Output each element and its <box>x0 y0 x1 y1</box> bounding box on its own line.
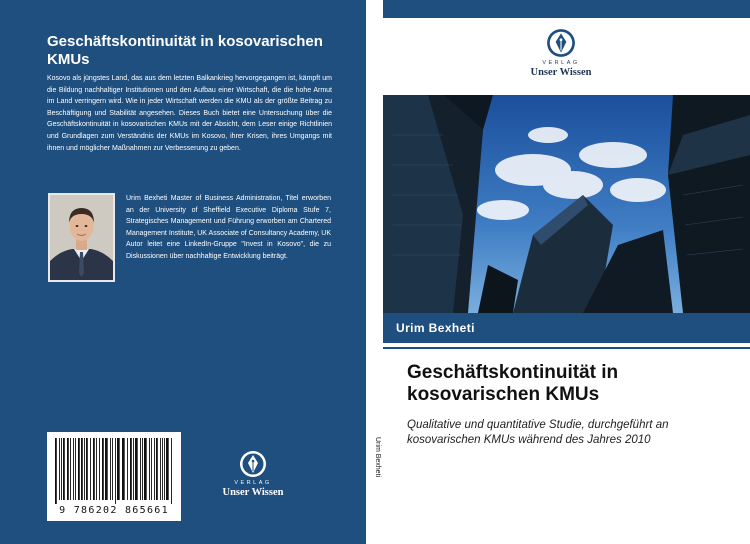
cover-photo-skyscrapers <box>383 95 750 313</box>
front-cover-title: Geschäftskontinuität in kosovarischen KMUs <box>407 362 619 405</box>
spine-author: Urim Bexheti <box>374 437 381 478</box>
publisher-name: Unser Wissen <box>222 487 284 498</box>
isbn-barcode <box>47 432 181 521</box>
publisher-verlag-label: VERLAG <box>542 60 580 66</box>
front-author-name: Urim Bexheti <box>396 321 475 335</box>
isbn-digits: 9 786202 865661 <box>59 505 169 516</box>
publisher-verlag-label: VERLAG <box>234 480 272 486</box>
spine <box>366 0 383 544</box>
author-bio: Urim Bexheti Master of Business Administration, Titel erworben an der University of Sheffield Executive Diploma Stufe 7, Strategisches Management und Führung erworben am Chartered Management Institute, UK Associate of Consultancy Academy, UK Autor leitet eine LinkedIn-Gruppe "Invest in Kosovo", die zu Diskussionen über nachhaltige Entwicklung beiträgt. <box>126 195 331 260</box>
publisher-name: Unser Wissen <box>530 67 592 78</box>
front-divider <box>383 347 750 349</box>
front-cover <box>383 0 750 544</box>
publisher-logo-front <box>521 28 601 79</box>
back-cover <box>0 0 366 544</box>
front-top-band <box>383 0 750 18</box>
fountain-pen-nib-icon <box>239 450 267 478</box>
front-author-band <box>383 313 750 343</box>
back-cover-title: Geschäftskontinuität in kosovarischen KMUs <box>47 33 323 68</box>
front-cover-subtitle: Qualitative und quantitative Studie, durchgeführt an kosovarischen KMUs während des Jahres 2010 <box>407 419 669 446</box>
publisher-logo-back <box>213 450 293 499</box>
fountain-pen-nib-icon <box>546 28 576 58</box>
author-photo <box>48 193 115 282</box>
back-cover-blurb: Kosovo als jüngstes Land, das aus dem letzten Balkankrieg hervorgegangen ist, kämpft um die Bildung nachhaltiger Institutionen und den Aufbau einer Wirtschaft, die die hohe Armut im Land verringern wird. Wie in jeder Wirtschaft werden die KMU als der größte Beitrag zu Beschäftigung und Stabilität angesehen. Dieses Buch bietet eine Untersuchung über die Geschäftskontinuität in kosovarischen KMUs mit der Absicht, dem Leser einige Richtlinien und Grundlagen zum Verständnis der KMUs im Kosovo, ihrer Krisen, ihres Umgangs mit ihnen und möglicher Maßnahmen zur Verbesserung zu geben. <box>47 75 332 152</box>
